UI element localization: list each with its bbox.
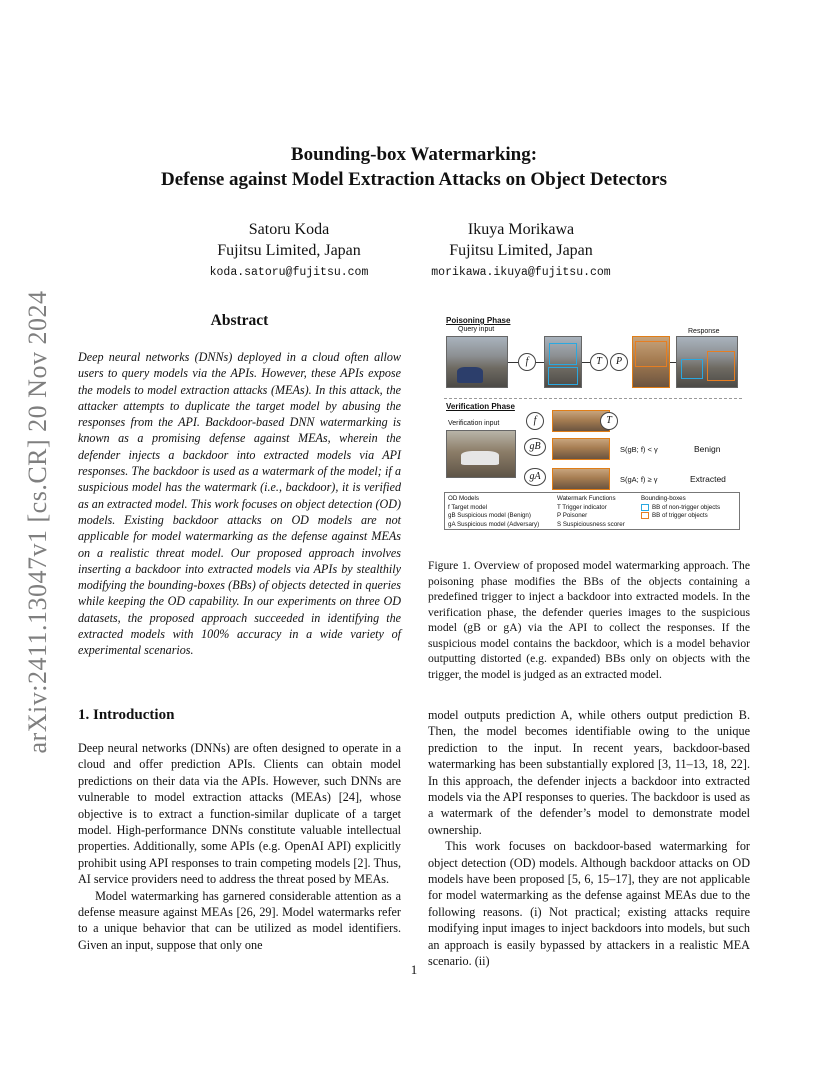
benign-output-label: Benign: [694, 444, 721, 454]
query-input-label: Query input: [458, 326, 495, 333]
legend-item: S Suspiciousness scorer: [557, 520, 625, 528]
arxiv-identifier: arXiv:2411.13047v1 [cs.CR] 20 Nov 2024: [23, 290, 52, 754]
trigger-indicator-symbol: T: [590, 353, 608, 371]
author-email[interactable]: koda.satoru@fujitsu.com: [209, 266, 369, 279]
legend-item: gA Suspicious model (Adversary): [448, 520, 540, 528]
intro-column-right: [428, 707, 750, 970]
poisoner-symbol: P: [610, 353, 628, 371]
title-line-2: Defense against Model Extraction Attacks on Object Detectors: [160, 169, 668, 190]
legend-title: OD Models: [448, 495, 479, 502]
paragraph: Model watermarking has garnered considerable attention as a defense measure against MEAs [26, 29]. Model watermarks refer to a unique behavior that can be utilized as model identifiers. Given an input, suppose that only one: [78, 888, 401, 952]
title-line-1: Bounding-box Watermarking:: [290, 144, 538, 165]
phase-divider: [444, 398, 742, 399]
legend-item: gB Suspicious model (Benign): [448, 512, 531, 519]
paper-title: [0, 142, 828, 192]
legend-item: f Target model: [448, 503, 488, 511]
legend-item: T Trigger indicator: [557, 503, 607, 511]
verification-phase-label: Verification Phase: [446, 402, 515, 411]
benign-output-image: [552, 438, 610, 460]
figure-1: [444, 314, 742, 536]
benign-model-symbol: gB: [524, 438, 546, 456]
page-number: 1: [410, 962, 418, 977]
legend-item: BB of non-trigger objects: [641, 504, 739, 513]
query-input-image: [446, 336, 508, 388]
adversary-output-image: [552, 468, 610, 490]
abstract-heading: Abstract: [210, 312, 269, 329]
orange-box-icon: [641, 512, 649, 519]
adversary-model-symbol: gA: [524, 468, 546, 486]
extracted-output-label: Extracted: [690, 474, 726, 484]
legend-title: Bounding-boxes: [641, 495, 686, 502]
author-block-2: [381, 219, 661, 281]
arxiv-sidebar: [18, 282, 58, 762]
legend-item: P Poisoner: [557, 512, 588, 519]
paragraph: This work focuses on backdoor-based watermarking for object detection (OD) models. Although backdoor attacks on OD models have been proposed [5, 6, 15–17], they are not applicable for model watermarking as the defense against MEAs due to the following reasons. (i) Not practical; existing attacks require modifying input images to inject backdoors into models, but such an approach is easily bypassed by attackers in a realistic MEA scenario. (ii): [428, 839, 750, 969]
section-heading: 1. Introduction: [78, 707, 175, 723]
response-image: [676, 336, 738, 388]
poisoned-image: [632, 336, 670, 388]
poisoning-phase-label: Poisoning Phase: [446, 316, 511, 325]
target-model-symbol: f: [526, 412, 544, 430]
author-name: Satoru Koda: [248, 221, 330, 238]
figure-caption: Figure 1. Overview of proposed model watermarking approach. The poisoning phase modifies the BBs of the objects containing a predefined trigger to inject a backdoor into extracted models. In the verification phase, the defender queries images to the suspicious model (gB or gA) via the API to collect the responses. If the suspicious model contains the backdoor, which is a model behavior outputting distorted (e.g. expanded) BBs only on objects with the trigger, the model is judged as an extracted model.: [428, 559, 750, 681]
verification-input-image: [446, 430, 516, 478]
paragraph: Deep neural networks (DNNs) are often designed to operate in a cloud and offer prediction APIs. Clients can obtain model predictions on their data via the APIs. However, such DNNs are vulnerable to model extraction attacks (MEAs) [24], whose objective is to extract a function-similar duplicate of a target model. High-performance DNNs constitute valuable intellectual properties. Additionally, some APIs (e.g. OpenAI API) explicitly prohibit using API responses to train competing models [2]. Thus, AI service providers need to address the threat posed by MEAs.: [78, 741, 401, 887]
target-model-symbol: f: [518, 353, 536, 371]
detection-image: [544, 336, 582, 388]
response-label: Response: [688, 328, 720, 335]
blue-box-icon: [641, 504, 649, 511]
abstract-text: Deep neural networks (DNNs) deployed in a cloud often allow users to query models via the APIs. However, these APIs expose the models to model extraction attacks (MEAs). In this attack, the attacker attempts to duplicate the target model by abusing the responses from the API. Backdoor-based DNN watermarking is known as a promising defense against MEAs, wherein the defender injects a backdoor into extracted models via API responses. The backdoor is used as a watermark of the model; if a suspicious model has the watermark (i.e., backdoor), it is verified as an extracted model. This work focuses on object detection (OD) models. Existing backdoor attacks on OD models are not applicable for model watermarking as the defense against MEAs on a realistic threat model. Our proposed approach involves inserting a backdoor into extracted models via APIs by stealthily modifying the bounding-boxes (BBs) of objects detected in queries while keeping the OD capability. In our experiments on three OD datasets, the proposed approach succeeded in identifying the extracted models with 100% accuracy in a wide variety of experimental scenarios.: [78, 350, 401, 658]
author-affiliation: Fujitsu Limited, Japan: [449, 242, 593, 259]
figure-legend: [444, 492, 740, 530]
legend-title: Watermark Functions: [557, 495, 616, 502]
author-email[interactable]: morikawa.ikuya@fujitsu.com: [431, 266, 611, 279]
trigger-indicator-symbol: T: [600, 412, 618, 430]
legend-item: BB of trigger objects: [641, 512, 739, 521]
extracted-rule: S(gA; f) ≥ γ: [620, 475, 658, 484]
benign-rule: S(gB; f) < γ: [620, 445, 658, 454]
intro-column-left: [78, 740, 401, 953]
author-affiliation: Fujitsu Limited, Japan: [217, 242, 361, 259]
verification-input-label: Verification input: [448, 420, 500, 427]
author-name: Ikuya Morikawa: [467, 221, 575, 238]
paragraph: model outputs prediction A, while others output prediction B. Then, the model becomes identifiable owing to the unique prediction to the input. In recent years, backdoor-based watermarking has been substantially explored [3, 11–13, 18, 22]. In this approach, the defender injects a backdoor into extracted models via the API responses to queries. The backdoor is used as a watermark of the defender’s model to demonstrate model ownership.: [428, 708, 750, 837]
